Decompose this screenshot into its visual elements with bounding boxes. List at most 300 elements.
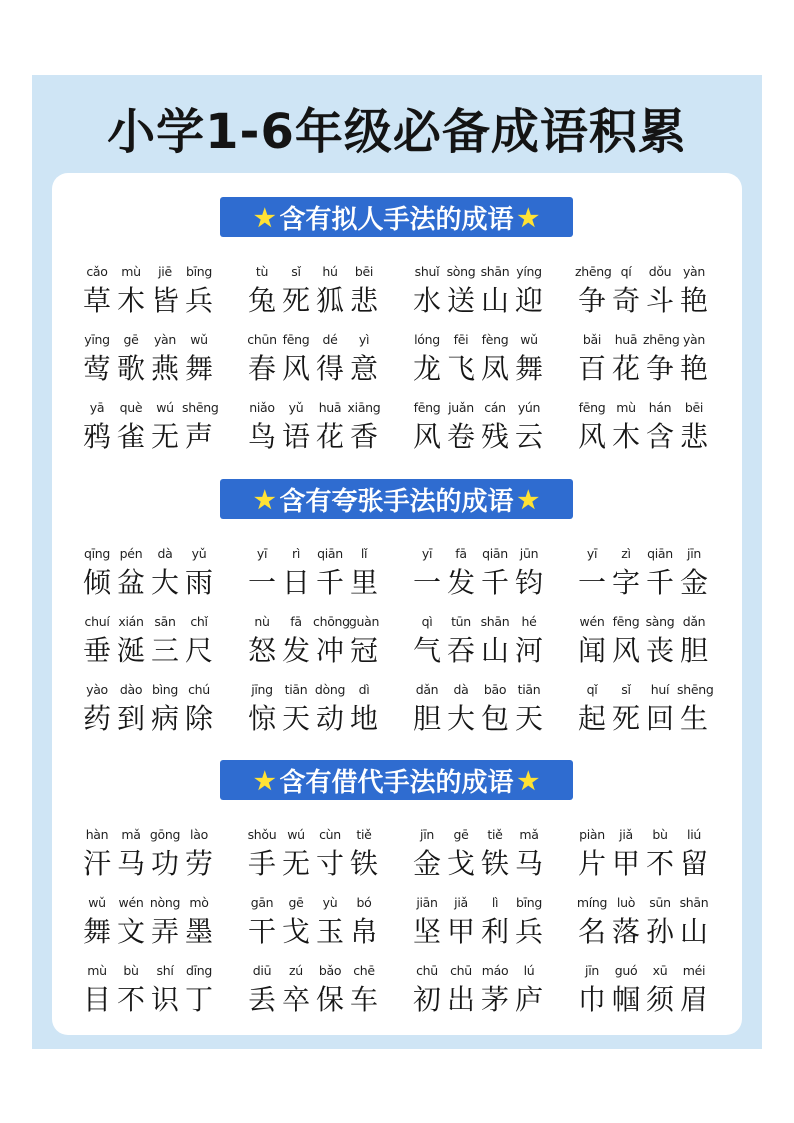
- pinyin-syllable: jīn: [585, 963, 599, 978]
- pinyin-syllable: qǐ: [586, 682, 598, 697]
- idiom-item: [575, 611, 711, 669]
- chinese-character: 千: [315, 566, 344, 599]
- pinyin-row: [575, 611, 711, 629]
- pinyin-syllable: míng: [576, 895, 608, 910]
- idiom-item: [410, 543, 546, 601]
- idiom-characters: [245, 842, 381, 882]
- chinese-character: 茅: [480, 983, 509, 1016]
- pinyin-syllable: qīng: [83, 546, 111, 561]
- chinese-character: 不: [645, 847, 674, 880]
- pinyin-syllable: pén: [119, 546, 143, 561]
- chinese-character: 雀: [116, 420, 145, 453]
- chinese-character: 花: [315, 420, 344, 453]
- pinyin-syllable: fēng: [282, 332, 310, 347]
- idiom-characters: [575, 629, 711, 669]
- pinyin-syllable: jūn: [519, 546, 539, 561]
- idiom-characters: [575, 279, 711, 319]
- page-title: 小学1-6年级必备成语积累: [107, 104, 687, 160]
- chinese-character: 车: [349, 983, 378, 1016]
- idiom-item: [575, 329, 711, 387]
- pinyin-row: [245, 397, 381, 415]
- chinese-character: 争: [577, 284, 606, 317]
- pinyin-syllable: sǐ: [621, 682, 631, 697]
- pinyin-syllable: fā: [290, 614, 302, 629]
- chinese-character: 名: [577, 915, 606, 948]
- chinese-character: 舞: [82, 915, 111, 948]
- chinese-character: 钧: [514, 566, 543, 599]
- chinese-character: 风: [577, 420, 606, 453]
- pinyin-syllable: huā: [614, 332, 638, 347]
- pinyin-syllable: yī: [256, 546, 268, 561]
- idiom-characters: [80, 415, 216, 455]
- pinyin-row: [80, 543, 216, 561]
- idiom-item: [410, 892, 546, 950]
- chinese-character: 干: [247, 915, 276, 948]
- pinyin-syllable: bù: [123, 963, 139, 978]
- idiom-grid: [80, 824, 720, 1018]
- pinyin-row: [245, 261, 381, 279]
- pinyin-syllable: shuǐ: [414, 264, 440, 279]
- pinyin-syllable: bīng: [185, 264, 213, 279]
- chinese-character: 兵: [514, 915, 543, 948]
- pinyin-row: [575, 960, 711, 978]
- pinyin-syllable: jiē: [158, 264, 172, 279]
- poster: [32, 75, 762, 1049]
- chinese-character: 兵: [184, 284, 213, 317]
- idiom-characters: [410, 697, 546, 737]
- pinyin-syllable: diū: [252, 963, 272, 978]
- idiom-characters: [575, 910, 711, 950]
- chinese-character: 木: [116, 284, 145, 317]
- star-icon: ★: [253, 202, 276, 232]
- chinese-character: 文: [116, 915, 145, 948]
- pinyin-syllable: wú: [287, 827, 305, 842]
- chinese-character: 惊: [247, 702, 276, 735]
- pinyin-syllable: yīng: [84, 332, 110, 347]
- chinese-character: 戈: [281, 915, 310, 948]
- pinyin-syllable: dòng: [314, 682, 346, 697]
- chinese-character: 冠: [349, 634, 378, 667]
- idiom-grid: [80, 261, 720, 455]
- chinese-character: 生: [679, 702, 708, 735]
- pinyin-syllable: méi: [682, 963, 706, 978]
- chinese-character: 千: [480, 566, 509, 599]
- pinyin-syllable: yǔ: [191, 546, 207, 561]
- section-banner: [220, 479, 573, 519]
- pinyin-syllable: yì: [358, 332, 370, 347]
- chinese-character: 丁: [184, 983, 213, 1016]
- pinyin-row: [80, 261, 216, 279]
- chinese-character: 斗: [645, 284, 674, 317]
- chinese-character: 风: [281, 352, 310, 385]
- idiom-item: [410, 824, 546, 882]
- pinyin-syllable: jiān: [416, 895, 438, 910]
- idiom-item: [575, 679, 714, 737]
- pinyin-syllable: bìng: [151, 682, 179, 697]
- chinese-character: 舞: [184, 352, 213, 385]
- pinyin-syllable: bǎi: [582, 332, 602, 347]
- pinyin-syllable: chūn: [247, 332, 277, 347]
- chinese-character: 死: [611, 702, 640, 735]
- pinyin-row: [245, 611, 381, 629]
- chinese-character: 一: [247, 566, 276, 599]
- idiom-item: [410, 261, 546, 319]
- pinyin-syllable: lǐ: [360, 546, 368, 561]
- idiom-item: [575, 543, 711, 601]
- chinese-character: 除: [184, 702, 213, 735]
- pinyin-syllable: wú: [156, 400, 174, 415]
- chinese-character: 寸: [315, 847, 344, 880]
- idiom-characters: [80, 347, 216, 387]
- pinyin-syllable: wén: [579, 614, 605, 629]
- chinese-character: 百: [577, 352, 606, 385]
- idiom-item: [245, 824, 381, 882]
- chinese-character: 不: [116, 983, 145, 1016]
- pinyin-row: [575, 892, 711, 910]
- chinese-character: 燕: [150, 352, 179, 385]
- pinyin-row: [575, 397, 711, 415]
- pinyin-syllable: nù: [254, 614, 270, 629]
- chinese-character: 弄: [150, 915, 179, 948]
- idiom-item: [245, 679, 381, 737]
- pinyin-syllable: yàn: [682, 332, 706, 347]
- chinese-character: 手: [247, 847, 276, 880]
- chinese-character: 劳: [184, 847, 213, 880]
- pinyin-syllable: lóng: [414, 332, 440, 347]
- pinyin-syllable: jiǎ: [619, 827, 633, 842]
- pinyin-row: [410, 329, 546, 347]
- chinese-character: 药: [82, 702, 111, 735]
- idiom-characters: [245, 910, 381, 950]
- pinyin-syllable: nòng: [149, 895, 181, 910]
- chinese-character: 送: [446, 284, 475, 317]
- pinyin-syllable: yā: [89, 400, 105, 415]
- idiom-item: [80, 892, 216, 950]
- pinyin-row: [410, 543, 546, 561]
- chinese-character: 飞: [446, 352, 475, 385]
- idiom-item: [575, 397, 711, 455]
- pinyin-syllable: fēng: [578, 400, 606, 415]
- idiom-item: [80, 261, 216, 319]
- idiom-characters: [80, 629, 216, 669]
- pinyin-row: [80, 824, 216, 842]
- chinese-character: 闻: [577, 634, 606, 667]
- chinese-character: 莺: [82, 352, 111, 385]
- idiom-characters: [410, 415, 546, 455]
- pinyin-syllable: yíng: [516, 264, 542, 279]
- pinyin-syllable: bēi: [354, 264, 374, 279]
- pinyin-syllable: shān: [480, 264, 510, 279]
- pinyin-syllable: bó: [356, 895, 372, 910]
- pinyin-syllable: dǎn: [415, 682, 439, 697]
- idiom-characters: [245, 629, 381, 669]
- chinese-character: 须: [645, 983, 674, 1016]
- chinese-character: 龙: [412, 352, 441, 385]
- pinyin-syllable: yún: [517, 400, 541, 415]
- pinyin-syllable: bēi: [684, 400, 704, 415]
- star-icon: ★: [517, 765, 540, 795]
- chinese-character: 发: [446, 566, 475, 599]
- chinese-character: 山: [679, 915, 708, 948]
- pinyin-row: [575, 824, 711, 842]
- pinyin-syllable: xiāng: [347, 400, 381, 415]
- chinese-character: 铁: [349, 847, 378, 880]
- pinyin-syllable: mǎ: [121, 827, 141, 842]
- pinyin-syllable: zhēng: [575, 264, 612, 279]
- pinyin-syllable: sān: [154, 614, 176, 629]
- idiom-item: [80, 960, 216, 1018]
- pinyin-row: [80, 892, 216, 910]
- pinyin-row: [80, 679, 216, 697]
- chinese-character: 盆: [116, 566, 145, 599]
- pinyin-syllable: zhēng: [643, 332, 680, 347]
- idiom-characters: [245, 561, 381, 601]
- pinyin-row: [245, 329, 381, 347]
- pinyin-syllable: fā: [455, 546, 467, 561]
- pinyin-syllable: qiān: [482, 546, 508, 561]
- pinyin-syllable: guàn: [348, 614, 380, 629]
- pinyin-syllable: zú: [289, 963, 303, 978]
- pinyin-syllable: xián: [118, 614, 144, 629]
- pinyin-row: [410, 679, 546, 697]
- pinyin-syllable: dào: [119, 682, 143, 697]
- pinyin-syllable: dé: [322, 332, 338, 347]
- pinyin-syllable: chuí: [84, 614, 110, 629]
- pinyin-syllable: bù: [652, 827, 668, 842]
- chinese-character: 垂: [82, 634, 111, 667]
- idiom-item: [575, 960, 711, 1018]
- pinyin-syllable: cùn: [319, 827, 341, 842]
- pinyin-syllable: chū: [416, 963, 438, 978]
- chinese-character: 悲: [679, 420, 708, 453]
- idiom-characters: [410, 910, 546, 950]
- idiom-characters: [80, 561, 216, 601]
- chinese-character: 天: [281, 702, 310, 735]
- chinese-character: 帛: [349, 915, 378, 948]
- chinese-character: 艳: [679, 284, 708, 317]
- chinese-character: 丧: [645, 634, 674, 667]
- pinyin-syllable: wén: [118, 895, 144, 910]
- chinese-character: 怒: [247, 634, 276, 667]
- idiom-item: [245, 397, 381, 455]
- pinyin-syllable: fèng: [481, 332, 509, 347]
- pinyin-syllable: yī: [421, 546, 433, 561]
- idiom-item: [410, 611, 546, 669]
- idiom-characters: [410, 978, 546, 1018]
- idiom-characters: [245, 978, 381, 1018]
- idiom-characters: [80, 842, 216, 882]
- chinese-character: 河: [514, 634, 543, 667]
- chinese-character: 木: [611, 420, 640, 453]
- idiom-characters: [245, 347, 381, 387]
- pinyin-syllable: huí: [650, 682, 670, 697]
- idiom-item: [245, 960, 381, 1018]
- pinyin-syllable: chōng: [313, 614, 350, 629]
- pinyin-row: [80, 329, 216, 347]
- pinyin-syllable: yī: [586, 546, 598, 561]
- chinese-character: 水: [412, 284, 441, 317]
- pinyin-syllable: tiān: [284, 682, 308, 697]
- chinese-character: 马: [514, 847, 543, 880]
- pinyin-syllable: fēi: [453, 332, 469, 347]
- pinyin-syllable: juǎn: [448, 400, 474, 415]
- pinyin-syllable: bīng: [515, 895, 543, 910]
- chinese-character: 山: [480, 284, 509, 317]
- chinese-character: 意: [349, 352, 378, 385]
- pinyin-syllable: chú: [188, 682, 210, 697]
- pinyin-syllable: niǎo: [249, 400, 275, 415]
- pinyin-syllable: mù: [121, 264, 141, 279]
- chinese-character: 声: [184, 420, 213, 453]
- pinyin-row: [575, 679, 714, 697]
- pinyin-syllable: mǎ: [519, 827, 539, 842]
- pinyin-syllable: dà: [157, 546, 173, 561]
- idiom-item: [80, 824, 216, 882]
- chinese-character: 识: [150, 983, 179, 1016]
- chinese-character: 悲: [349, 284, 378, 317]
- chinese-character: 风: [611, 634, 640, 667]
- pinyin-syllable: qiān: [317, 546, 343, 561]
- idiom-item: [410, 397, 546, 455]
- chinese-character: 鸦: [82, 420, 111, 453]
- pinyin-syllable: dì: [358, 682, 370, 697]
- pinyin-syllable: shān: [480, 614, 510, 629]
- section-banner: [220, 197, 573, 237]
- chinese-character: 巾: [577, 983, 606, 1016]
- chinese-character: 庐: [514, 983, 543, 1016]
- pinyin-syllable: yǔ: [288, 400, 304, 415]
- idiom-characters: [410, 561, 546, 601]
- section-heading: 含有夸张手法的成语: [279, 486, 514, 517]
- idiom-characters: [575, 347, 711, 387]
- content-card: [52, 173, 742, 1035]
- pinyin-syllable: què: [119, 400, 143, 415]
- idiom-characters: [410, 279, 546, 319]
- chinese-character: 利: [480, 915, 509, 948]
- chinese-character: 凤: [480, 352, 509, 385]
- pinyin-syllable: gōng: [149, 827, 181, 842]
- pinyin-row: [575, 261, 711, 279]
- idiom-item: [80, 543, 216, 601]
- chinese-character: 回: [645, 702, 674, 735]
- chinese-character: 鸟: [247, 420, 276, 453]
- pinyin-syllable: chǐ: [190, 614, 208, 629]
- chinese-character: 坚: [412, 915, 441, 948]
- pinyin-row: [245, 543, 381, 561]
- pinyin-row: [410, 611, 546, 629]
- idiom-item: [410, 679, 546, 737]
- pinyin-syllable: huā: [318, 400, 342, 415]
- pinyin-syllable: liú: [687, 827, 701, 842]
- chinese-character: 金: [679, 566, 708, 599]
- pinyin-syllable: zì: [621, 546, 631, 561]
- pinyin-syllable: mò: [189, 895, 209, 910]
- chinese-character: 丢: [247, 983, 276, 1016]
- pinyin-syllable: wǔ: [520, 332, 538, 347]
- pinyin-syllable: gē: [123, 332, 139, 347]
- chinese-character: 倾: [82, 566, 111, 599]
- pinyin-syllable: tūn: [451, 614, 471, 629]
- chinese-character: 眉: [679, 983, 708, 1016]
- chinese-character: 包: [480, 702, 509, 735]
- chinese-character: 得: [315, 352, 344, 385]
- pinyin-syllable: jīn: [420, 827, 434, 842]
- pinyin-syllable: jīng: [251, 682, 273, 697]
- pinyin-syllable: hé: [521, 614, 537, 629]
- idiom-item: [575, 824, 711, 882]
- pinyin-syllable: yàn: [682, 264, 706, 279]
- chinese-character: 汗: [82, 847, 111, 880]
- chinese-character: 起: [577, 702, 606, 735]
- chinese-character: 病: [150, 702, 179, 735]
- chinese-character: 墨: [184, 915, 213, 948]
- chinese-character: 雨: [184, 566, 213, 599]
- section-heading: 含有拟人手法的成语: [279, 204, 514, 235]
- chinese-character: 铁: [480, 847, 509, 880]
- idiom-item: [80, 679, 216, 737]
- idiom-item: [245, 329, 381, 387]
- pinyin-syllable: yào: [86, 682, 108, 697]
- chinese-character: 到: [116, 702, 145, 735]
- pinyin-syllable: rì: [291, 546, 300, 561]
- idiom-item: [80, 611, 216, 669]
- chinese-character: 含: [645, 420, 674, 453]
- pinyin-row: [245, 824, 381, 842]
- pinyin-syllable: dà: [453, 682, 469, 697]
- pinyin-row: [410, 960, 546, 978]
- pinyin-row: [80, 960, 216, 978]
- idiom-item: [575, 892, 711, 950]
- chinese-character: 无: [150, 420, 179, 453]
- idiom-item: [245, 543, 381, 601]
- idiom-characters: [575, 561, 711, 601]
- pinyin-syllable: yàn: [153, 332, 177, 347]
- idiom-item: [410, 329, 546, 387]
- star-icon: ★: [253, 484, 276, 514]
- chinese-character: 三: [150, 634, 179, 667]
- chinese-character: 保: [315, 983, 344, 1016]
- pinyin-syllable: piàn: [579, 827, 605, 842]
- chinese-character: 大: [150, 566, 179, 599]
- idiom-characters: [410, 629, 546, 669]
- pinyin-row: [410, 824, 546, 842]
- pinyin-syllable: dīng: [185, 963, 213, 978]
- chinese-character: 气: [412, 634, 441, 667]
- section-banner: [220, 760, 573, 800]
- pinyin-syllable: wǔ: [190, 332, 208, 347]
- idiom-item: [575, 261, 711, 319]
- idiom-characters: [245, 279, 381, 319]
- chinese-character: 字: [611, 566, 640, 599]
- pinyin-syllable: mù: [616, 400, 636, 415]
- star-icon: ★: [253, 765, 276, 795]
- pinyin-syllable: fēng: [413, 400, 441, 415]
- pinyin-syllable: dǎn: [682, 614, 706, 629]
- chinese-character: 一: [412, 566, 441, 599]
- chinese-character: 地: [349, 702, 378, 735]
- pinyin-syllable: sòng: [446, 264, 476, 279]
- chinese-character: 功: [150, 847, 179, 880]
- chinese-character: 尺: [184, 634, 213, 667]
- chinese-character: 里: [349, 566, 378, 599]
- pinyin-syllable: cǎo: [86, 264, 108, 279]
- idiom-item: [80, 397, 219, 455]
- star-icon: ★: [517, 202, 540, 232]
- chinese-character: 吞: [446, 634, 475, 667]
- chinese-character: 胆: [412, 702, 441, 735]
- chinese-character: 草: [82, 284, 111, 317]
- chinese-character: 千: [645, 566, 674, 599]
